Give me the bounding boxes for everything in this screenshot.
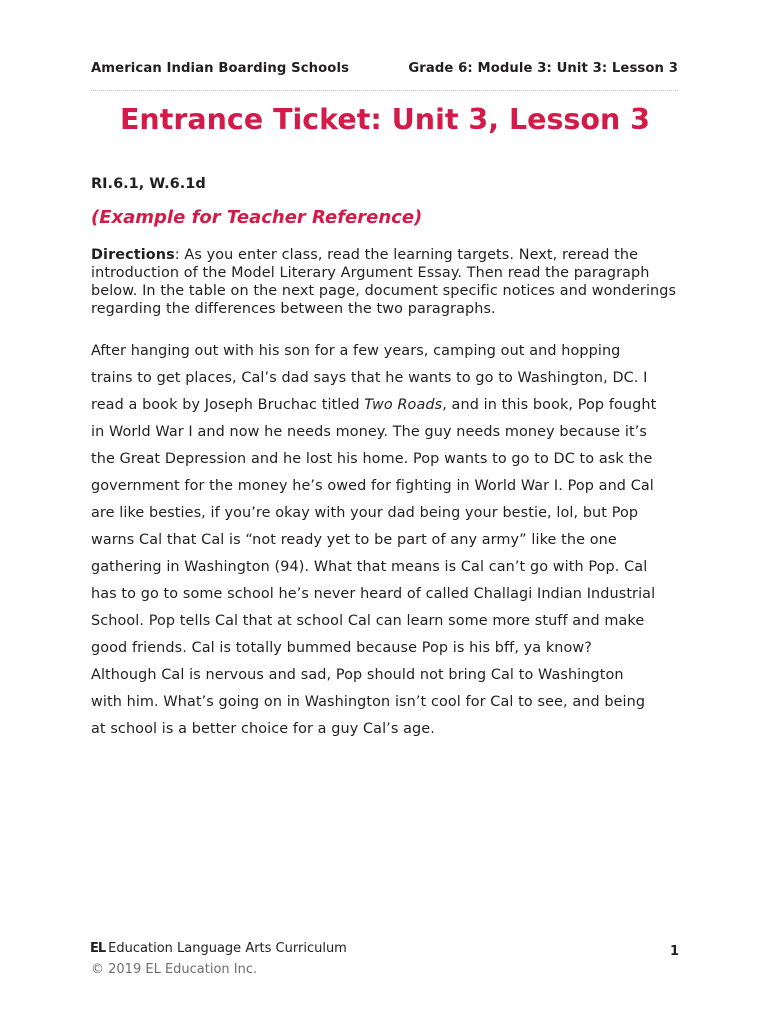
page-header: [91, 61, 678, 76]
footer-brand: [90, 941, 347, 956]
standards-codes: RI.6.1, W.6.1d: [91, 176, 206, 192]
essay-line: has to go to some school he’s never heard of called Challagi Indian Industrial: [91, 586, 656, 602]
directions-label: Directions: [91, 247, 175, 263]
page-number: 1: [669, 944, 679, 959]
essay-text: read a book by Joseph Bruchac titled: [91, 397, 365, 413]
book-title: Two Roads: [364, 397, 443, 413]
essay-line: [91, 392, 691, 419]
header-module-title: American Indian Boarding Schools: [91, 61, 350, 76]
essay-line: with him. What’s going on in Washington isn’t cool for Cal to see, and being: [91, 694, 646, 710]
essay-line: in World War I and now he needs money. The guy needs money because it’s: [91, 424, 648, 440]
header-lesson-info: Grade 6: Module 3: Unit 3: Lesson 3: [408, 61, 678, 76]
essay-line: are like besties, if you’re okay with your dad being your bestie, lol, but Pop: [91, 505, 639, 521]
essay-line: trains to get places, Cal’s dad says that he wants to go to Washington, DC. I: [91, 370, 648, 386]
el-logo-icon: EL: [90, 941, 106, 956]
essay-line: government for the money he’s owed for fighting in World War I. Pop and Cal: [91, 478, 654, 494]
essay-line: warns Cal that Cal is “not ready yet to be part of any army” like the one: [91, 532, 617, 548]
essay-line: the Great Depression and he lost his home. Pop wants to go to DC to ask the: [91, 451, 653, 467]
header-divider: [91, 90, 678, 91]
example-subtitle: (Example for Teacher Reference): [91, 207, 423, 228]
directions-text: : As you enter class, read the learning targets. Next, reread the introduction of the Model Literary Argument Essay. Then read the paragraph below. In the table on the next page, document specific notices and wonderings regarding the differences between the two paragraphs.: [91, 247, 677, 317]
copyright-notice: © 2019 EL Education Inc.: [91, 962, 258, 977]
directions-paragraph: [91, 246, 691, 318]
curriculum-name: Education Language Arts Curriculum: [108, 941, 347, 956]
essay-text: , and in this book, Pop fought: [442, 397, 657, 413]
essay-line: good friends. Cal is totally bummed because Pop is his bff, ya know?: [91, 640, 593, 656]
page-title: Entrance Ticket: Unit 3, Lesson 3: [119, 103, 651, 136]
essay-line: at school is a better choice for a guy Cal’s age.: [91, 721, 435, 737]
essay-line: School. Pop tells Cal that at school Cal can learn some more stuff and make: [91, 613, 645, 629]
essay-line: Although Cal is nervous and sad, Pop should not bring Cal to Washington: [91, 667, 624, 683]
essay-line: gathering in Washington (94). What that means is Cal can’t go with Pop. Cal: [91, 559, 648, 575]
essay-line: After hanging out with his son for a few years, camping out and hopping: [91, 343, 621, 359]
essay-paragraph: [91, 338, 691, 743]
